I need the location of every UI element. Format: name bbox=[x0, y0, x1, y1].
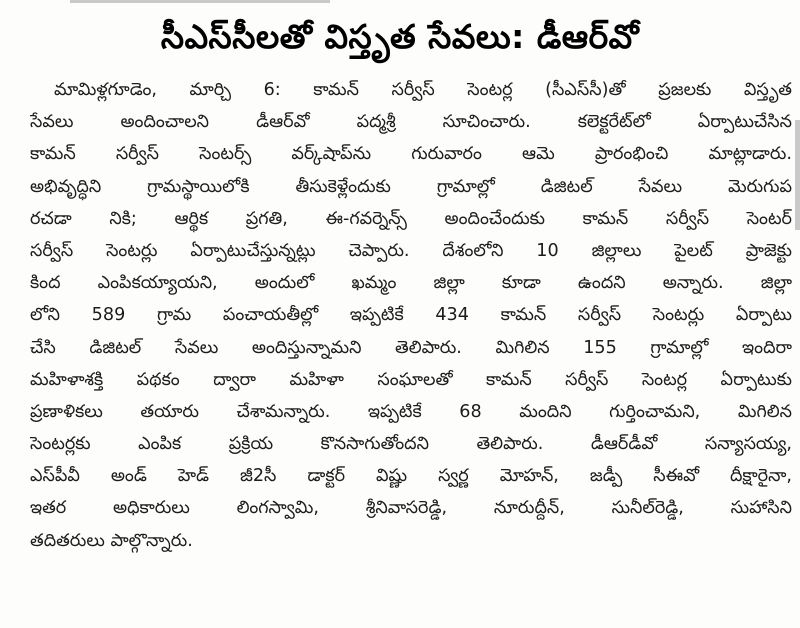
article-line: తదితరులు పాల్గొన్నారు. bbox=[30, 530, 193, 551]
article-line: కామన్ సర్వీస్ సెంటర్స్ వర్క్‌షాప్‌ను గురువారం ఆమె ప్రారంభించి మాట్లాడారు. bbox=[30, 144, 792, 165]
article-line: లోని 589 గ్రామ పంచాయతీల్లో ఇప్పటికే 434 కామన్ సర్వీస్ సెంటర్లు ఏర్పాటు bbox=[30, 305, 792, 326]
article-line: సేవలు అందించాలని డీఆర్‌వో పద్మశ్రీ సూచించారు. కలెక్టరేట్‌లో ఏర్పాటుచేసిన bbox=[30, 112, 792, 133]
article-line: సెంటర్లకు ఎంపిక ప్రక్రియ కొనసాగుతోందని తెలిపారు. డీఆర్‌డీవో సన్యాసయ్య, bbox=[30, 434, 792, 455]
article-line: రచడా నికి; ఆర్థిక ప్రగతి, ఈ-గవర్నెన్స్ అందించేందుకు కామన్ సర్వీస్ సెంటర్ bbox=[30, 208, 792, 229]
article-line: మామిళ్లగూడెం, మార్చి 6: కామన్ సర్వీస్ సెంటర్ల (సీఎస్‌సీ)తో ప్రజలకు విస్తృత bbox=[54, 80, 792, 100]
article-line: అభివృద్ధిని గ్రామస్థాయిలోకి తీసుకెళ్లేందుకు గ్రామాల్లో డిజిటల్ సేవలు మెరుగుప bbox=[30, 176, 792, 197]
article-line: ఎస్‌పీవీ అండ్ హెడ్ జీ2సీ డాక్టర్ విష్ణు స్వర్ణ మోహన్, జడ్పీ సీఈవో దీక్షారైనా, bbox=[30, 466, 792, 487]
page-edge-mark bbox=[795, 120, 800, 230]
top-rule bbox=[70, 0, 330, 3]
article-line: ప్రణాళికలు తయారు చేశామన్నారు. ఇప్పటికే 68 మందిని గుర్తించామని, మిగిలిన bbox=[30, 401, 792, 422]
article-line: చేసి డిజిటల్ సేవలు అందిస్తున్నామని తెలిపారు. మిగిలిన 155 గ్రామాల్లో ఇందిరా bbox=[30, 337, 792, 358]
article-line: కింద ఎంపికయ్యాయని, అందులో ఖమ్మం జిల్లా కూడా ఉందని అన్నారు. జిల్లా bbox=[30, 273, 792, 294]
article-headline: సీఎస్‌సీలతో విస్తృత సేవలు: డీఆర్‌వో bbox=[160, 17, 640, 56]
article-line: సర్వీస్ సెంటర్లు ఏర్పాటుచేస్తున్నట్లు చెప్పారు. దేశంలోని 10 జిల్లాలు పైలట్ ప్రాజెక్టు bbox=[30, 240, 792, 261]
article-body bbox=[30, 74, 792, 557]
article-line: ఇతర అధికారులు లింగస్వామి, శ్రీనివాసరెడ్డి, నూరుద్దీన్, సునీల్‌రెడ్డి, సుహాసిని bbox=[30, 498, 792, 519]
article-line: మహిళాశక్తి పథకం ద్వారా మహిళా సంఘాలతో కామన్ సర్వీస్ సెంటర్ల ఏర్పాటుకు bbox=[30, 369, 792, 390]
